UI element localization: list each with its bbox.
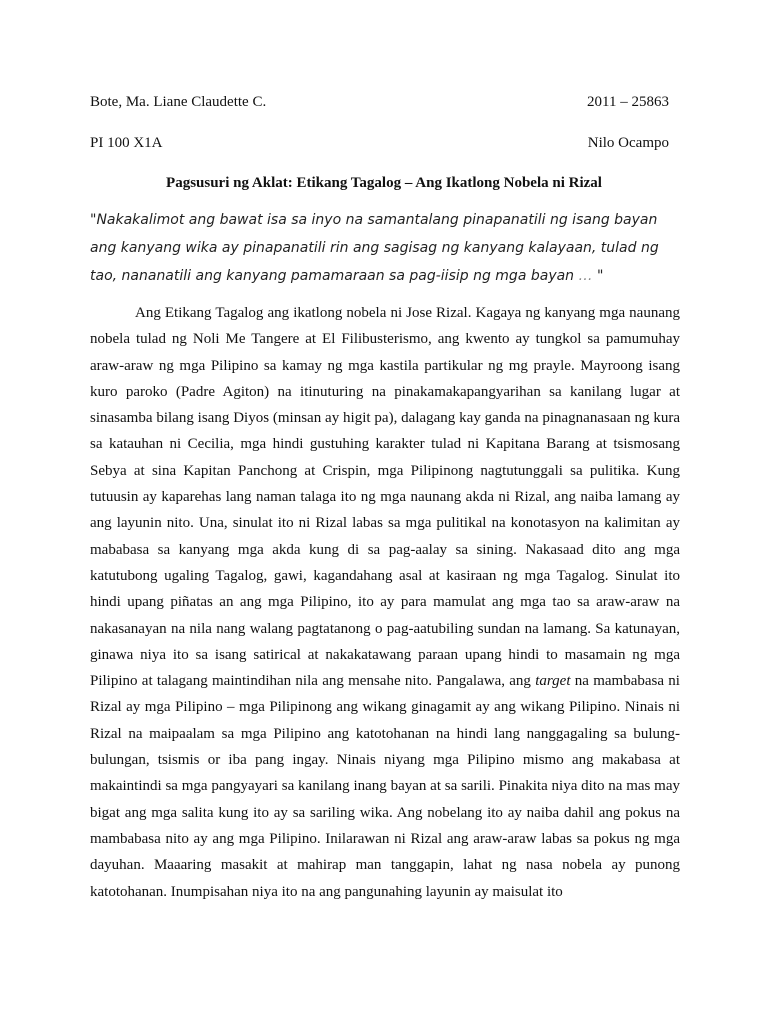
epigraph-text: "Nakakalimot ang bawat isa sa inyo na samantalang pinapanatili ng isang bayan ang kanyang wika ay pinapanatili rin ang sagisag ng kanyang kalayaan, tulad ng tao, nananatili ang kanyang pamamaraan sa pag-iisip ng mga bayan [90, 212, 659, 284]
body-italic-word: target [535, 673, 571, 690]
epigraph-close-quote: " [596, 268, 604, 284]
body-paragraph [90, 300, 680, 905]
epigraph-ellipsis: … [574, 268, 597, 284]
header-row-1 [90, 93, 669, 111]
author-name: Bote, Ma. Liane Claudette C. [90, 94, 267, 110]
instructor-name: Nilo Ocampo [587, 135, 669, 151]
course-code: PI 100 X1A [90, 135, 163, 151]
student-number: 2011 – 25863 [587, 94, 669, 110]
body-text-part-1: Ang Etikang Tagalog ang ikatlong nobela ni Jose Rizal. Kagaya ng kanyang mga naunang nobela tulad ng Noli Me Tangere at El Filibusterismo, ang kwento ay tungkol sa pamumuhay araw-araw ng mga Pilipino sa kamay ng mga kastila partikular ng mg prayle. Mayroong isang kuro paroko (Padre Agiton) na itinuturing na pinakamakapangyarihan sa kanilang lugar at sinasamba bilang isang Diyos (minsan ay higit pa), dalagang kay ganda na pinagnanasaan ng kura sa katauhan ni Cecilia, mga hindi gustuhing karakter tulad ni Kapitana Barang at tsismosang Sebya at sina Kapitan Panchong at Crispin, mga Pilipinong nagtutunggali sa pulitika. Kung tutuusin ay kaparehas lang naman talaga ito ng mga naunang akda ni Rizal, ang naiba lamang ay ang layunin nito. Una, sinulat ito ni Rizal labas sa mga pulitikal na konotasyon na kalimitan ay mababasa sa kanyang mga akda kung di sa pag-aalay sa sining. Nakasaad dito ang mga katutubong ugaling Tagalog, gawi, kagandahang asal at kasiraan ng mga Tagalog. Sinulat ito hindi upang piñatas an ang mga Pilipino, ito ay para mamulat ang mga tao sa araw-araw na nakasanayan na nila nang walang pagtatanong o pag-aatubiling sundan na lamang. Sa katunayan, ginawa niya ito sa isang satirical at nakakatawang paraan upang hindi to masamain ng mga Pilipino at talagang maintindihan nila ang mensahe nito. Pangalawa, ang [90, 305, 680, 690]
body-text-part-2: na mambabasa ni Rizal ay mga Pilipino – mga Pilipinong ang wikang ginagamit ay ang wikang Pilipino. Ninais ni Rizal na maipaalam sa mga Pilipino ang katotohanan na hindi lang nanggagaling sa bulung-bulungan, tsismis or iba pang ingay. Ninais niyang mga Pilipino mismo ang makabasa at makaintindi sa mga pangyayari sa kanilang inang bayan at sa sarili. Pinakita niya dito na mas may bigat ang mga salita kung ito ay sa sariling wika. Ang nobelang ito ay naiba dahil ang pokus na mambabasa nito ay ang mga Pilipino. Inilarawan ni Rizal ang araw-araw labas sa pokus ng mga dayuhan. Maaaring masakit at mahirap man tanggapin, lahat ng nasa nobela ay punong katotohanan. Inumpisahan niya ito na ang pangunahing layunin ay maisulat ito [90, 673, 680, 900]
document-title: Pagsusuri ng Aklat: Etikang Tagalog – Ang Ikatlong Nobela ni Rizal [166, 175, 602, 191]
epigraph-quote [90, 206, 682, 290]
header-row-2 [90, 134, 669, 152]
